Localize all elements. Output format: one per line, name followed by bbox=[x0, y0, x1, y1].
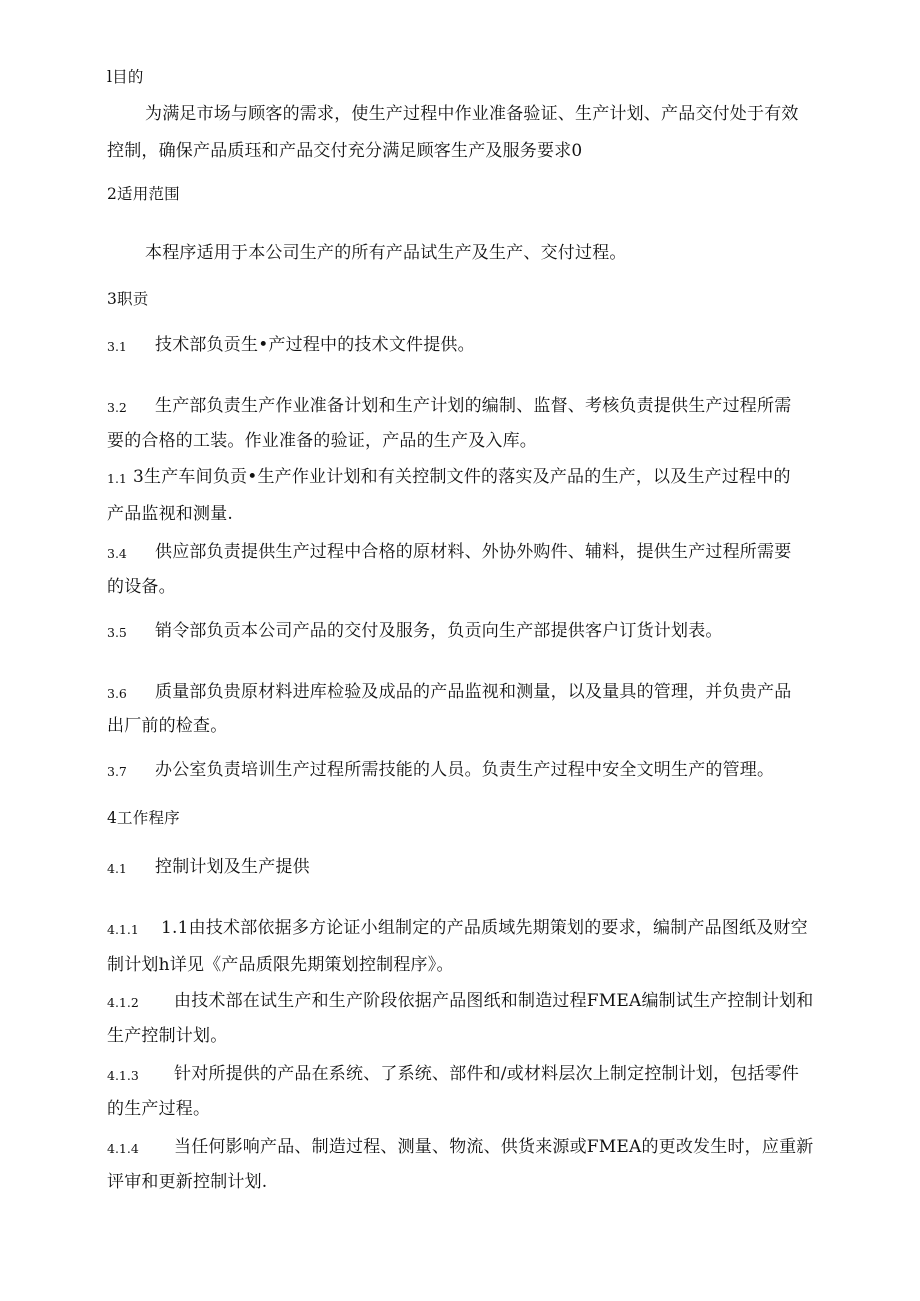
section-2-paragraph-line-1: 本程序适用于本公司生产的所有产品试生产及生产、交付过程。 bbox=[145, 243, 627, 263]
item-3-4-line-1: 供应部负责提供生产过程中合格的原材料、外协外购件、辅料，提供生产过程所需要 bbox=[155, 542, 792, 562]
item-4-1-1-line-1: 1.1由技术部依据多方论证小组制定的产品质域先期策划的要求，编制产品图纸及财空 bbox=[161, 918, 808, 938]
item-4-1-1-line-2: 制计划h详见《产品质限先期策划控制程序》。 bbox=[107, 955, 454, 975]
section-4-heading: 4工作程序 bbox=[107, 809, 180, 827]
section-2-heading: 2适用范围 bbox=[107, 185, 180, 203]
section-1-paragraph-line-2: 控制，确保产品质珏和产品交付充分满足顾客生产及服务要求0 bbox=[107, 141, 583, 161]
section-1-paragraph-line-1: 为满足市场与顾客的需求，使生产过程中作业准备验证、生产计划、产品交付处于有效 bbox=[145, 104, 799, 124]
item-4-1-2-line-1: 由技术部在试生产和生产阶段依据产品图纸和制造过程FMEA编制试生产控制计划和 bbox=[174, 991, 814, 1011]
item-4-1-3-line-1: 针对所提供的产品在系统、了系统、部件和/或材料层次上制定控制计划，包括零件 bbox=[174, 1064, 800, 1084]
item-3-5-number: 3.5 bbox=[107, 625, 127, 640]
item-3-3-number: 1.1 bbox=[107, 471, 127, 486]
item-3-3-line-1: 3生产车间负贡•生产作业计划和有关控制文件的落实及产品的生产，以及生产过程中的 bbox=[133, 467, 791, 487]
item-4-1-3-line-2: 的生产过程。 bbox=[107, 1099, 211, 1119]
item-3-2-line-2: 要的合格的工装。作业准备的验证，产品的生产及入库。 bbox=[107, 431, 537, 451]
item-3-4-number: 3.4 bbox=[107, 546, 127, 561]
item-4-1-4-line-1: 当任何影响产品、制造过程、测量、物流、供货来源或FMEA的更改发生时，应重新 bbox=[174, 1137, 814, 1157]
item-3-2-number: 3.2 bbox=[107, 400, 127, 415]
item-3-7-line-1: 办公室负责培训生产过程所需技能的人员。负责生产过程中安全文明生产的管理。 bbox=[155, 760, 775, 780]
item-3-1-line-1: 技术部负贡生•产过程中的技术文件提供。 bbox=[155, 335, 475, 355]
item-4-1-2-line-2: 生产控制计划。 bbox=[107, 1026, 228, 1046]
item-4-1-4-line-2: 评审和更新控制计划. bbox=[107, 1172, 268, 1192]
item-3-6-number: 3.6 bbox=[107, 686, 127, 701]
item-3-6-line-1: 质量部负贵原材料进库检验及成品的产品监视和测量，以及量具的管理，并负贵产品 bbox=[155, 682, 792, 702]
item-3-4-line-2: 的设备。 bbox=[107, 577, 176, 597]
item-4-1-3-number: 4.1.3 bbox=[107, 1068, 139, 1083]
subsection-4-1-number: 4.1 bbox=[107, 861, 127, 876]
item-3-2-line-1: 生产部负责生产作业准备计划和生产计划的编制、监督、考核负责提供生产过程所需 bbox=[155, 396, 792, 416]
item-4-1-1-number: 4.1.1 bbox=[107, 922, 139, 937]
item-4-1-2-number: 4.1.2 bbox=[107, 995, 139, 1010]
item-3-5-line-1: 销令部负贡本公司产品的交付及服务，负贡向生产部提供客户订货计划表。 bbox=[155, 621, 723, 641]
section-1-heading: l目的 bbox=[107, 68, 144, 86]
item-3-7-number: 3.7 bbox=[107, 764, 127, 779]
item-3-3-line-2: 产品监视和测量. bbox=[107, 504, 234, 524]
subsection-4-1-title: 控制计划及生产提供 bbox=[155, 857, 310, 877]
item-4-1-4-number: 4.1.4 bbox=[107, 1141, 139, 1156]
section-3-heading: 3职贡 bbox=[107, 290, 149, 308]
item-3-6-line-2: 出厂前的检查。 bbox=[107, 716, 228, 736]
item-3-1-number: 3.1 bbox=[107, 339, 127, 354]
